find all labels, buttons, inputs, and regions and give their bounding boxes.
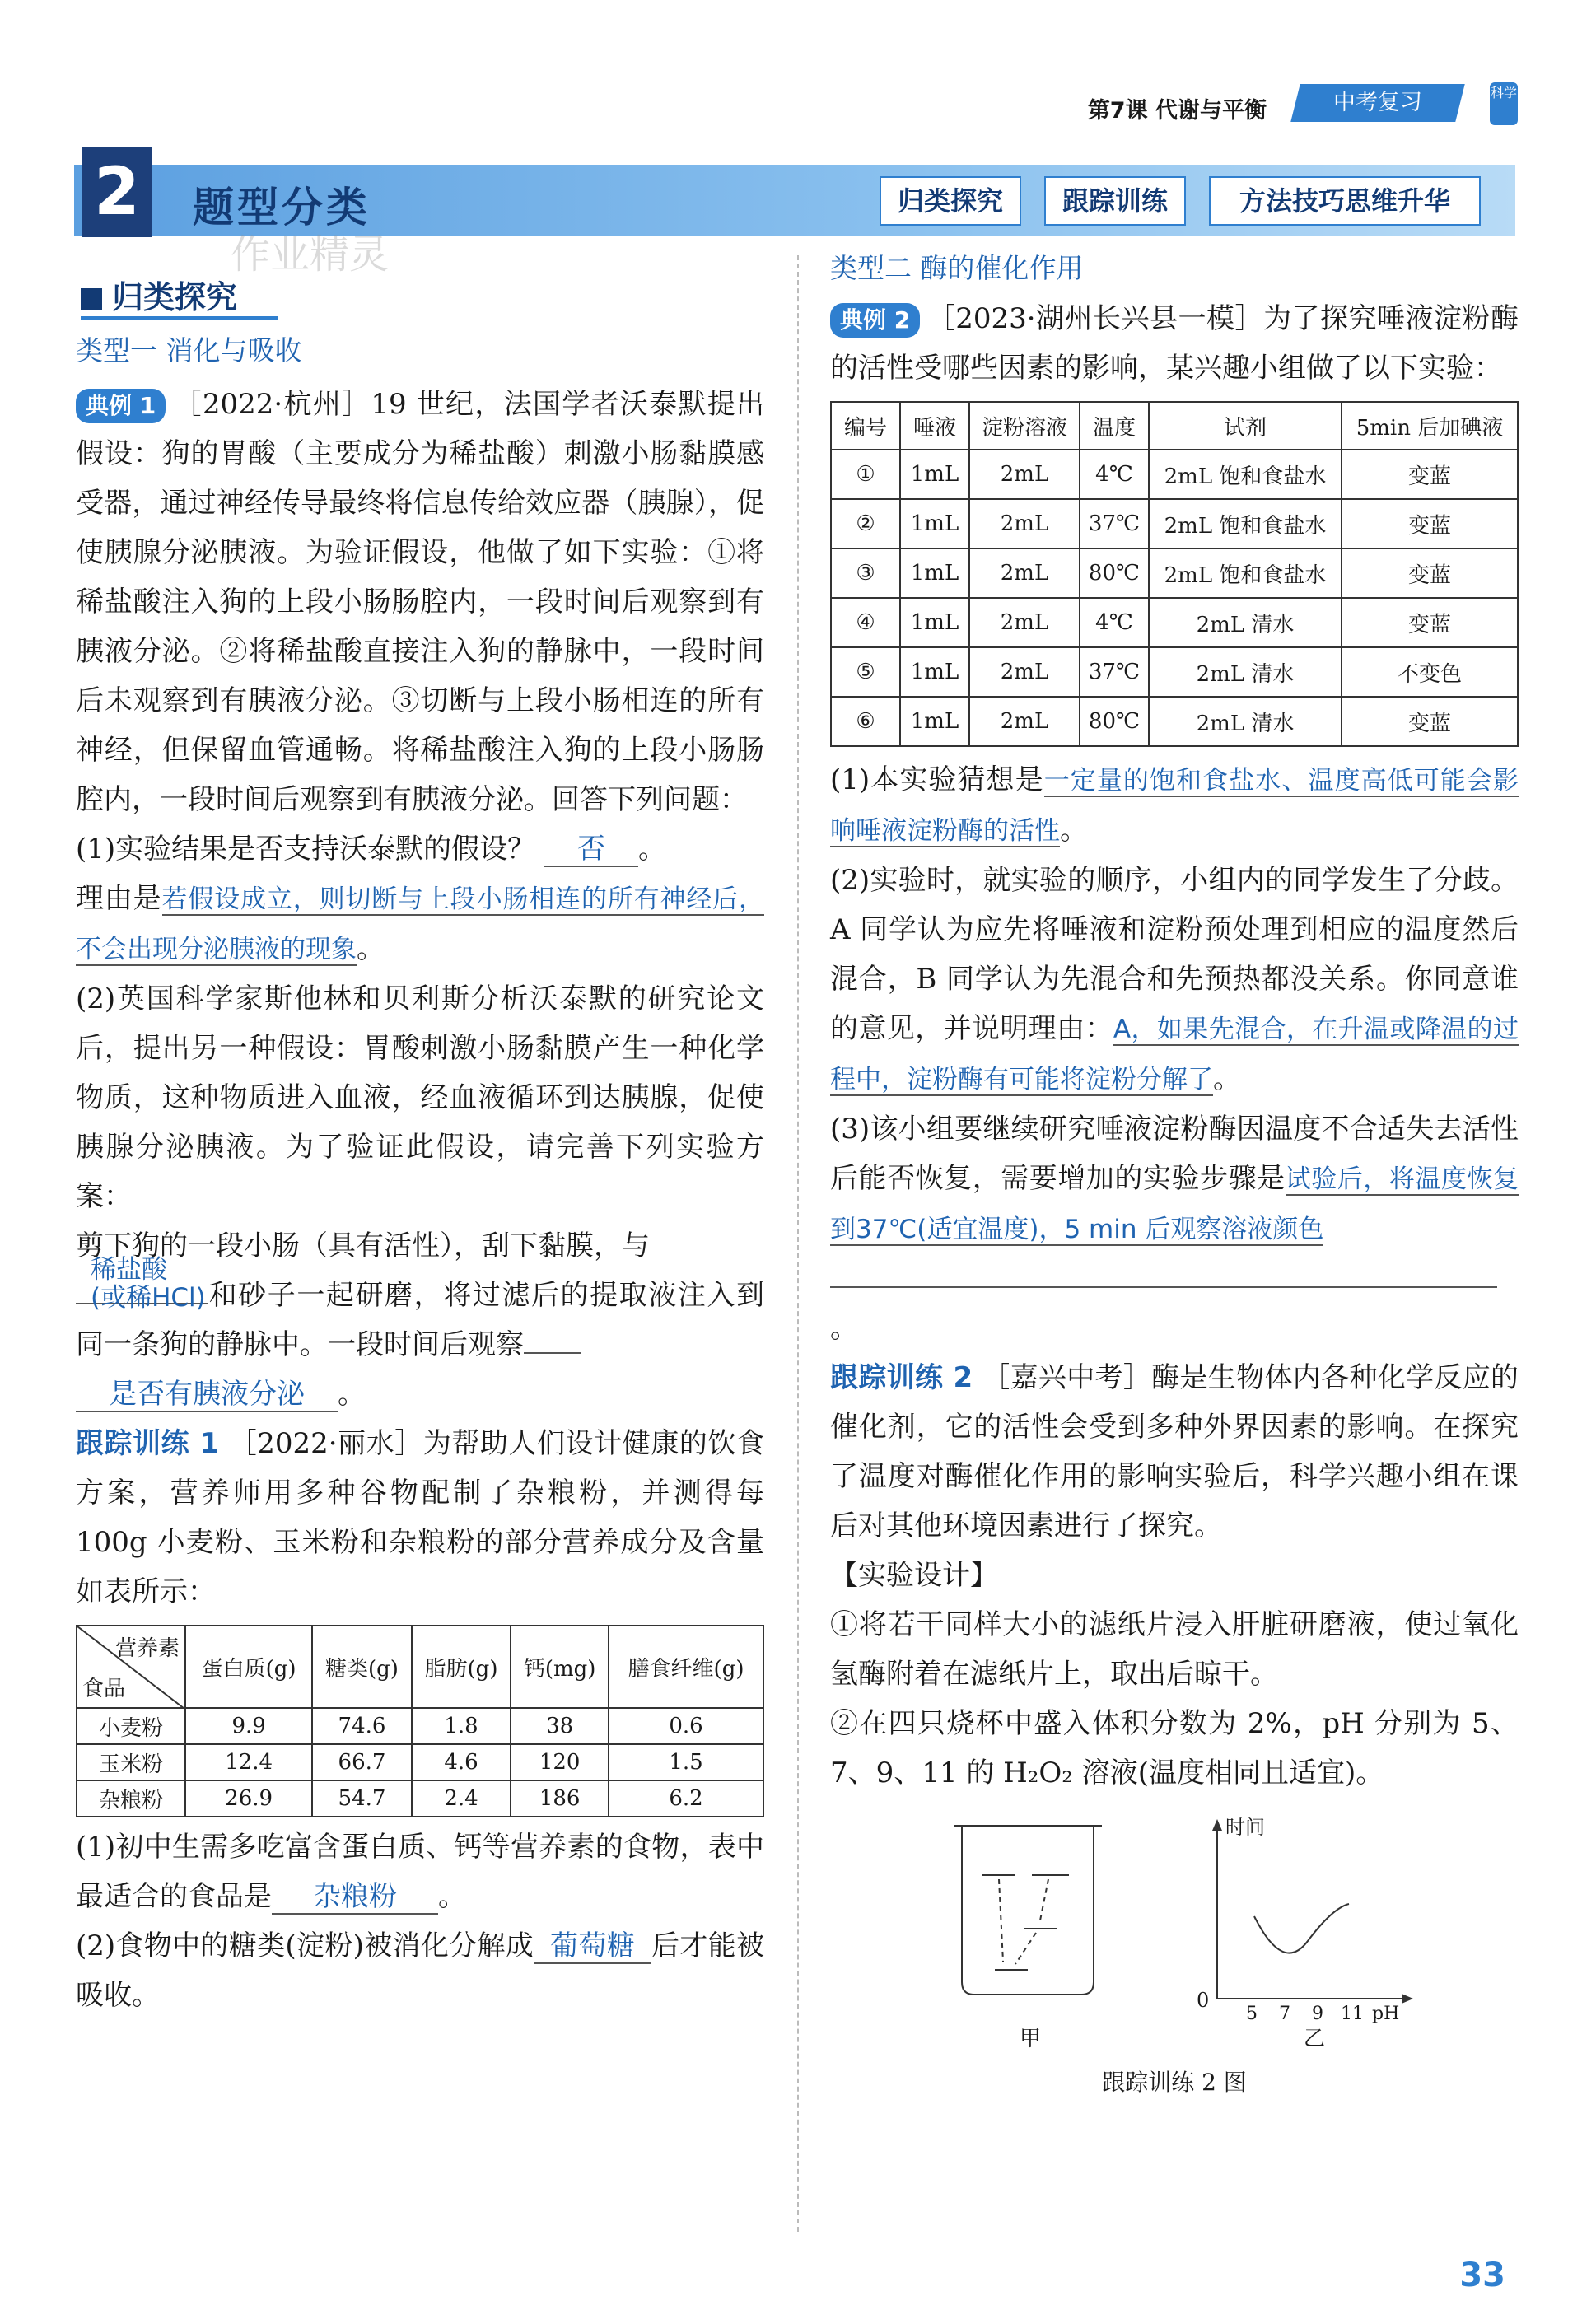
table-header: 膳食纤维(g) bbox=[609, 1626, 763, 1708]
figure-caption: 跟踪训练 2 图 bbox=[1102, 2069, 1247, 2096]
figure-label-b: 乙 bbox=[1304, 2027, 1326, 2051]
ex2-q3: (3)该小组要继续研究唾液淀粉酶因温度不合适失去活性后能否恢复，需要增加的实验步骤是试验后，将温度恢复到37℃(适宜温度)，5 min 后观察溶液颜色 bbox=[830, 1113, 1519, 1244]
table-row: 玉米粉 12.4 66.7 4.6 120 1.5 bbox=[77, 1744, 763, 1780]
training1-q1: (1)初中生需多吃富含蛋白质、钙等营养素的食物，表中最适合的食品是 杂粮粉 。 bbox=[76, 1831, 764, 1913]
training2: 跟踪训练 2 ［嘉兴中考］酶是生物体内各种化学反应的催化剂，它的活性会受到多种外界因素的影响。在探究了温度对酶催化作用的影响实验后，科学兴趣小组在课后对其他环境因素进行了探究。 bbox=[830, 1361, 1519, 1542]
training2-figure bbox=[830, 1809, 1519, 2056]
design-step2: ②在四只烧杯中盛入体积分数为 2%，pH 分别为 5、7、9、11 的 H₂O₂ 溶液(温度相同且适宜)。 bbox=[830, 1707, 1519, 1789]
ex1-q1-answer: 否 bbox=[544, 833, 638, 867]
training1-q2-answer: 葡萄糖 bbox=[534, 1929, 651, 1964]
figure-y-label: 时间 bbox=[1225, 1816, 1265, 1839]
table-row: ⑥ 1mL 2mL 80℃ 2mL 清水 变蓝 bbox=[831, 697, 1518, 746]
training1-label: 跟踪训练 1 bbox=[76, 1427, 220, 1460]
ex1-q2-answer2: 是否有胰液分泌 bbox=[76, 1378, 338, 1412]
type2-heading: 类型二 酶的催化作用 bbox=[830, 252, 1084, 284]
tag-training: 跟踪训练 bbox=[1044, 176, 1186, 226]
training1: 跟踪训练 1 ［2022·丽水］为帮助人们设计健康的饮食方案，营养师用多种谷物配制了杂粮粉，并测得每 100g 小麦粉、玉米粉和杂粮粉的部分营养成分及含量如表所示： bbox=[76, 1427, 764, 1608]
section-underline bbox=[81, 316, 278, 320]
ex2-q3-answer: 试验后，将温度恢复到37℃(适宜温度)，5 min 后观察溶液颜色 bbox=[830, 1164, 1519, 1244]
table-header: 蛋白质(g) bbox=[185, 1626, 312, 1708]
figure-origin: 0 bbox=[1197, 1989, 1210, 2012]
tag-methods: 方法技巧思维升华 bbox=[1209, 176, 1481, 226]
curve bbox=[1254, 1904, 1349, 1953]
tick-label: 11 bbox=[1341, 2004, 1364, 2024]
section-heading: 归类探究 bbox=[81, 272, 237, 317]
example1-source: ［2022·杭州］ bbox=[172, 388, 371, 421]
design-step1: ①将若干同样大小的滤纸片浸入肝脏研磨液，使过氧化氢酶附着在滤纸片上，取出后晾干。 bbox=[830, 1608, 1519, 1691]
example1 bbox=[76, 380, 764, 824]
table-row: 杂粮粉 26.9 54.7 2.4 186 6.2 bbox=[77, 1780, 763, 1817]
table-row: ③ 1mL 2mL 80℃ 2mL 饱和食盐水 变蓝 bbox=[831, 548, 1518, 598]
section-title: 题型分类 bbox=[193, 184, 371, 231]
page-number: 33 bbox=[1459, 2256, 1505, 2294]
enzyme-table: 编号 唾液 淀粉溶液 温度 试剂 5min 后加碘液 ① 1mL 2mL 4℃ 2mL 饱和食盐水 变蓝 ② 1mL 2mL 37℃ 2mL 饱和食盐水 变蓝 ③ 1mL 2mL 80℃ 2mL 饱和食盐水 变蓝 ④ 1mL 2mL 4℃ 2mL 清水 变蓝 ⑤ 1mL 2mL 37℃ 2mL 清水 不变色 ⑥ 1mL 2mL 80℃ 2mL 清水 变蓝 bbox=[830, 401, 1519, 747]
ex1-q1-reason-answer: 若假设成立，则切断与上段小肠相连的所有神经后，不会出现分泌胰液的现象 bbox=[76, 884, 765, 964]
ex2-q2: (2)实验时，就实验的顺序，小组内的同学发生了分歧。A 同学认为应先将唾液和淀粉预处理到相应的温度然后混合，B 同学认为先混合和先预热都没关系。你同意谁的意见，并说明理由：A，如果先混合，在升温或降温的过程中，淀粉酶有可能将淀粉分解了。 bbox=[830, 864, 1519, 1095]
table-row: 小麦粉 9.9 74.6 1.8 38 0.6 bbox=[77, 1708, 763, 1744]
tag-categorize: 归类探究 bbox=[880, 176, 1021, 226]
figure-x-label: pH bbox=[1372, 2004, 1400, 2024]
ex2-q2-answer: A，如果先混合，在升温或降温的过程中，淀粉酶有可能将淀粉分解了 bbox=[830, 1015, 1519, 1094]
review-badge: 中考复习 bbox=[1290, 84, 1464, 122]
table-row: ② 1mL 2mL 37℃ 2mL 饱和食盐水 变蓝 bbox=[831, 499, 1518, 548]
ex1-q2-line1: 剪下狗的一段小肠（具有活性），刮下黏膜，与 bbox=[76, 1229, 650, 1262]
ex2-q1-answer: 一定量的饱和食盐水、温度高低可能会影响唾液淀粉酶的活性 bbox=[830, 766, 1519, 846]
right-column bbox=[830, 247, 1519, 2097]
table-row: ④ 1mL 2mL 4℃ 2mL 清水 变蓝 bbox=[831, 598, 1518, 647]
example2: 典例 2 ［2023·湖州长兴县一模］为了探究唾液淀粉酶的活性受哪些因素的影响，某兴趣小组做了以下实验： bbox=[830, 302, 1519, 385]
table-row: ① 1mL 2mL 4℃ 2mL 饱和食盐水 变蓝 bbox=[831, 450, 1518, 499]
movement-arrows bbox=[999, 1879, 1048, 1964]
ex1-q1-reason: 理由是若假设成立，则切断与上段小肠相连的所有神经后，不会出现分泌胰液的现象。 bbox=[76, 882, 765, 965]
design-label: 【实验设计】 bbox=[830, 1559, 998, 1592]
example1-text: 19 世纪，法国学者沃泰默提出假设：狗的胃酸（主要成分为稀盐酸）刺激小肠黏膜感受器，通过神经传导最终将信息传给效应器（胰腺），促使胰腺分泌胰液。为验证假设，他做了如下实验：①将稀盐酸注入狗的上段小肠肠腔内，一段时间后观察到有胰液分泌。②将稀盐酸直接注入狗的静脉中，一段时间后未观察到有胰液分泌。③切断与上段小肠相连的所有神经，但保留血管通畅。将稀盐酸注入狗的上段小肠肠腔内，一段时间后观察到有胰液分泌。回答下列问题： bbox=[76, 388, 764, 816]
lesson-title: 第7课 代谢与平衡 bbox=[1087, 98, 1267, 124]
table-header: 脂肪(g) bbox=[412, 1626, 511, 1708]
ex1-q2-answer1: 稀盐酸 (或稀HCl) bbox=[91, 1255, 206, 1313]
table-header: 钙(mg) bbox=[511, 1626, 609, 1708]
ex1-q1: (1)实验结果是否支持沃泰默的假设？ 否 。 bbox=[76, 833, 666, 866]
section-number: 2 bbox=[82, 147, 152, 237]
ex2-q1: (1)本实验猜想是一定量的饱和食盐水、温度高低可能会影响唾液淀粉酶的活性。 bbox=[830, 763, 1519, 847]
column-divider bbox=[797, 255, 799, 2232]
left-column bbox=[76, 329, 764, 2020]
ex2-q3-blank: 。 bbox=[830, 1254, 1519, 1353]
watermark: 作业精灵 bbox=[231, 231, 390, 278]
table-corner: 营养素 食品 bbox=[77, 1626, 185, 1708]
ex1-q2-line2: 稀盐酸 (或稀HCl) 和砂子一起研磨，将过滤后的提取液注入到同一条狗的静脉中。一段时间后观察 bbox=[76, 1255, 764, 1361]
tick-label: 7 bbox=[1279, 2004, 1290, 2024]
training2-label: 跟踪训练 2 bbox=[830, 1361, 973, 1394]
figure-svg bbox=[830, 1809, 1519, 2056]
ex1-q2-line3: 是否有胰液分泌 。 bbox=[76, 1369, 764, 1419]
table-row: ⑤ 1mL 2mL 37℃ 2mL 清水 不变色 bbox=[831, 647, 1518, 697]
square-icon bbox=[81, 288, 102, 310]
tick-label: 9 bbox=[1312, 2004, 1323, 2024]
type1-heading: 类型一 消化与吸收 bbox=[76, 334, 302, 366]
example2-badge: 典例 2 bbox=[830, 303, 920, 338]
filter-paper-icon bbox=[982, 1875, 1069, 1970]
subject-logo: 科学 bbox=[1490, 82, 1518, 125]
ex1-q2: (2)英国科学家斯他林和贝利斯分析沃泰默的研究论文后，提出另一种假设：胃酸刺激小肠黏膜产生一种化学物质，这种物质进入血液，经血液循环到达胰腺，促使胰腺分泌胰液。为了验证此假设，请完善下列实验方案： bbox=[76, 982, 764, 1213]
nutrition-table bbox=[76, 1625, 764, 1817]
training1-q2: (2)食物中的糖类(淀粉)被消化分解成 葡萄糖 后才能被吸收。 bbox=[76, 1929, 764, 2012]
figure-label-a: 甲 bbox=[1020, 2027, 1042, 2051]
training1-q1-answer: 杂粮粉 bbox=[272, 1880, 438, 1915]
example1-badge: 典例 1 bbox=[76, 389, 166, 423]
table-header: 糖类(g) bbox=[312, 1626, 412, 1708]
tick-label: 5 bbox=[1246, 2004, 1258, 2024]
